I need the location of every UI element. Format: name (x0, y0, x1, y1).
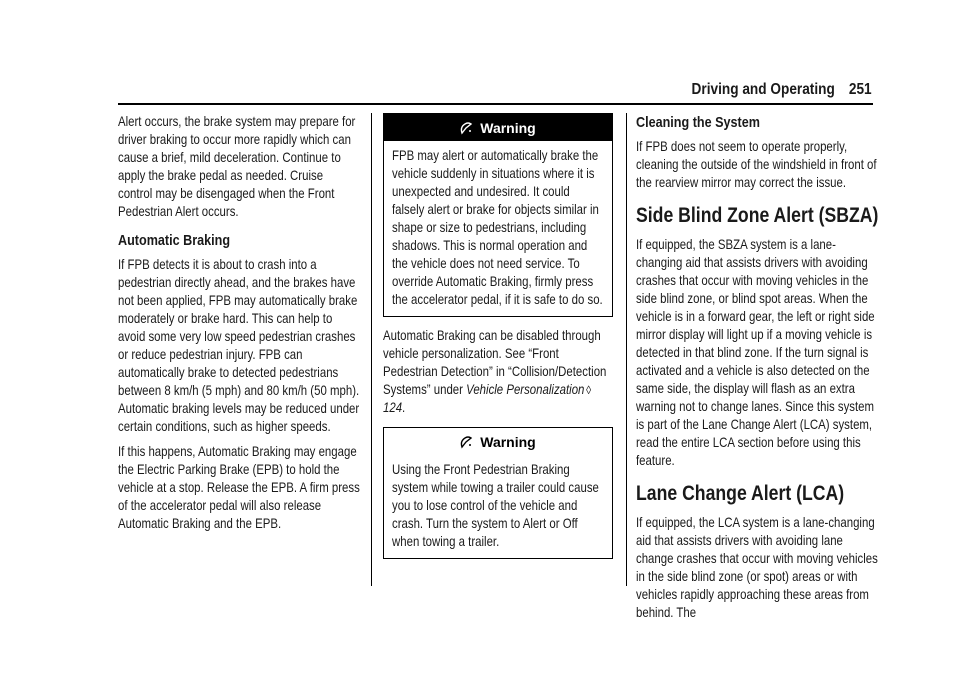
section-title: Driving and Operating (691, 81, 836, 98)
warning-text: FPB may alert or automatically brake the vehicle suddenly in situations where it is unexpected and undesired. It could falsely alert or brake for objects similar in shape or size to pedestrians, including shadows. This is normal operation and the vehicle does not need service. To override Automatic Braking, firmly press the accelerator pedal, if it is safe to do so. (392, 148, 603, 307)
paragraph: Alert occurs, the brake system may prepare for driver braking to occur more rapidly which can cause a brief, mild deceleration. Continue to apply the brake pedal as needed. Cruise control may be disengaged when the Front Pedestrian Alert occurs. (118, 114, 356, 219)
heading-sbza: Side Blind Zone Alert (SBZA) (636, 204, 879, 227)
header-rule (118, 103, 873, 105)
paragraph: If equipped, the SBZA system is a lane-changing aid that assists drivers with avoiding crashes that occur with moving vehicles in the side blind zone, or blind spot areas. When the vehicle is in a forward gear, the left or right side mirror display will light up if a moving vehicle is detected in that blind zone. If the turn signal is activated and a vehicle is also detected on the same side, the display will flash as an extra warning not to change lanes. Since this system is part of the Lane Change Alert (LCA) system, read the entire LCA section before using this feature. (636, 237, 875, 468)
warning-box (383, 113, 613, 317)
page-reference[interactable]: 124 (383, 400, 403, 415)
paragraph: If this happens, Automatic Braking may engage the Electric Parking Brake (EPB) to hold the vehicle at a stop. Release the EPB. A firm press of the accelerator pedal will also release Automatic Braking and the EPB. (118, 444, 360, 531)
heading-automatic-braking: Automatic Braking (118, 232, 231, 249)
page-header (692, 81, 872, 99)
column-1 (118, 113, 360, 540)
warning-box (383, 427, 613, 559)
warning-icon (460, 121, 474, 135)
column-2 (383, 113, 613, 569)
warning-icon (460, 435, 474, 449)
column-divider (626, 113, 627, 586)
paragraph: If equipped, the LCA system is a lane-changing aid that assists drivers with avoiding lane change crashes that occur with moving vehicles in the side blind zone (or spot) areas or with vehicles rapidly approaching these areas from behind. The (636, 515, 878, 620)
paragraph: If FPB does not seem to operate properly, cleaning the outside of the windshield in front of the rearview mirror may correct the issue. (636, 139, 877, 190)
heading-lca: Lane Change Alert (LCA) (636, 482, 845, 505)
warning-title: Warning (480, 119, 536, 136)
warning-header (384, 428, 612, 455)
warning-title: Warning (480, 433, 536, 450)
cross-reference[interactable]: Vehicle Personalization (466, 382, 585, 397)
warning-header (384, 114, 612, 141)
warning-text: Using the Front Pedestrian Braking system while towing a trailer could cause you to lose control of the vehicle and crash. Turn the system to Alert or Off when towing a trailer. (392, 462, 599, 549)
paragraph: If FPB detects it is about to crash into a pedestrian directly ahead, and the brakes have not been applied, FPB may automatically brake moderately or brake hard. This can help to avoid some very low speed pedestrian crashes or reduce pedestrian injury. FPB can automatically brake to detected pedestrians between 8 km/h (5 mph) and 80 km/h (50 mph). Automatic braking levels may be reduced under certain conditions, such as higher speeds. (118, 257, 360, 434)
page-ref-icon: ◊ (586, 383, 592, 397)
column-3 (636, 113, 880, 629)
page-number: 251 (849, 81, 872, 98)
heading-cleaning-the-system: Cleaning the System (636, 114, 760, 131)
paragraph: Automatic Braking can be disabled through vehicle personalization. See “Front Pedestrian Detection” in “Collision/Detection Systems” under Vehicle Personalization ◊124. (383, 328, 607, 415)
column-divider (371, 113, 372, 586)
